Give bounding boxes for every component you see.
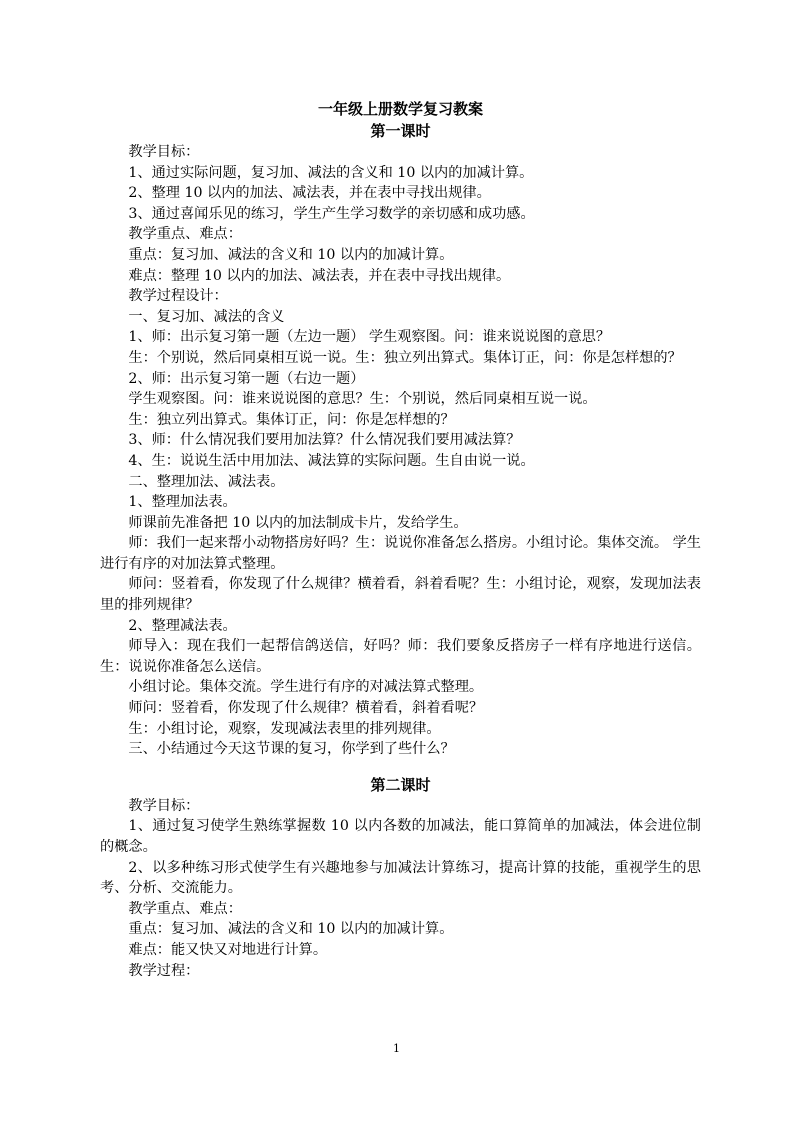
lesson-2-heading: 第二课时 — [370, 775, 431, 794]
paragraph: 教学重点、难点： — [128, 900, 242, 917]
document-title: 一年级上册数学复习教案 — [317, 100, 483, 118]
paragraph: 4、生：说说生活中用加法、减法算的实际问题。生自由说一说。 — [128, 452, 535, 469]
paragraph: 生：个别说，然后同桌相互说一说。生：独立列出算式。集体订正，问：你是怎样想的？ — [128, 349, 682, 366]
paragraph: 重点：复习加、减法的含义和 10 以内的加减计算。 — [128, 246, 454, 263]
paragraph: 2、以多种练习形式使学生有兴趣地参与加减法计算练习，提高计算的技能，重视学生的思考、分析、交流能力。 — [100, 859, 701, 897]
paragraph: 学生观察图。问：谁来说说图的意思？生：个别说，然后同桌相互说一说。 — [128, 391, 597, 408]
paragraph: 1、整理加法表。 — [128, 494, 237, 511]
paragraph: 教学过程设计： — [128, 288, 228, 305]
paragraph: 教学重点、难点： — [128, 226, 242, 243]
paragraph: 师问：竖着看，你发现了什么规律？横着看，斜着看呢？ — [128, 700, 484, 717]
paragraph: 三、小结通过今天这节课的复习，你学到了些什么？ — [128, 741, 455, 758]
lesson-2-body — [100, 796, 701, 981]
paragraph: 2、整理减法表。 — [128, 617, 237, 634]
lesson-1-body — [100, 142, 701, 760]
paragraph: 师：我们一起来帮小动物搭房好吗？生：说说你准备怎么搭房。小组讨论。集体交流。 学生进行有序的对加法算式整理。 — [100, 535, 701, 572]
paragraph: 1、通过实际问题，复习加、减法的含义和 10 以内的加减计算。 — [128, 164, 534, 181]
lesson-1-heading: 第一课时 — [370, 122, 431, 140]
paragraph: 小组讨论。集体交流。学生进行有序的对减法算式整理。 — [128, 679, 484, 696]
paragraph: 二、整理加法、减法表。 — [128, 473, 285, 490]
paragraph: 教学目标： — [128, 797, 200, 814]
paragraph: 师课前先准备把 10 以内的加法制成卡片，发给学生。 — [128, 514, 468, 531]
paragraph: 教学过程： — [128, 962, 200, 979]
paragraph: 2、整理 10 以内的加法、减法表，并在表中寻找出规律。 — [128, 185, 491, 202]
paragraph: 生：小组讨论，观察，发现减法表里的排列规律。 — [128, 720, 441, 737]
paragraph: 一、复习加、减法的含义 — [128, 308, 285, 325]
paragraph: 2、师：出示复习第一题（右边一题） — [128, 370, 365, 387]
paragraph: 3、通过喜闻乐见的练习，学生产生学习数学的亲切感和成功感。 — [128, 205, 535, 222]
paragraph: 1、师：出示复习第一题（左边一题） 学生观察图。问：谁来说说图的意思？ — [128, 329, 611, 346]
paragraph: 3、师：什么情况我们要用加法算？什么情况我们要用减法算？ — [128, 432, 521, 449]
paragraph: 难点：能又快又对地进行计算。 — [128, 941, 328, 958]
paragraph: 教学目标： — [128, 144, 200, 160]
paragraph: 师问：竖着看，你发现了什么规律？横着看，斜着看呢？生：小组讨论，观察，发现加法表里的排列规律？ — [100, 576, 701, 614]
paragraph: 难点：整理 10 以内的加法、减法表，并在表中寻找出规律。 — [128, 267, 511, 284]
paragraph: 重点：复习加、减法的含义和 10 以内的加减计算。 — [128, 921, 454, 938]
paragraph: 师导入：现在我们一起帮信鸽送信，好吗？师：我们要象反搭房子一样有序地进行送信。生：说说你准备怎么送信。 — [100, 638, 701, 675]
paragraph: 生：独立列出算式。集体订正，问：你是怎样想的？ — [128, 411, 455, 428]
page-number: 1 — [393, 1042, 400, 1055]
paragraph: 1、通过复习使学生熟练掌握数 10 以内各数的加减法，能口算简单的加减法，体会进位制的概念。 — [100, 818, 701, 855]
